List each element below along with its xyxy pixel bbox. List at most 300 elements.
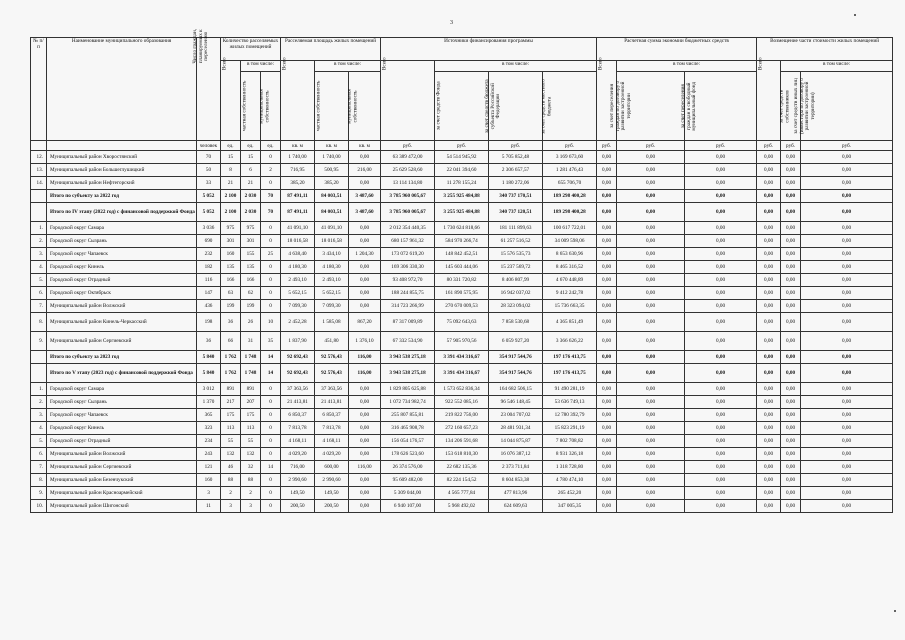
municipality-name: Городской округ Отрадный — [47, 274, 197, 287]
row-number: 5. — [31, 435, 47, 448]
value-cell: 3 255 925 484,88 — [435, 203, 489, 222]
value-cell: 0,00 — [781, 151, 801, 164]
value-cell: 0,00 — [801, 235, 893, 248]
row-number: 6. — [31, 448, 47, 461]
value-cell: 0,00 — [757, 222, 781, 235]
value-cell: 0,00 — [801, 435, 893, 448]
header-refund-group: Возмещение части стоимости жилых помещений — [757, 38, 893, 61]
value-cell: 2 012 354 440,35 — [381, 222, 435, 235]
value-cell: 200,50 — [281, 500, 315, 513]
value-cell: 0,00 — [757, 274, 781, 287]
value-cell: 75 092 643,63 — [435, 313, 489, 332]
value-cell: 6 850,37 — [281, 409, 315, 422]
row-number: 2. — [31, 235, 47, 248]
value-cell: 70 — [261, 190, 281, 203]
value-cell: 21 413,81 — [315, 396, 349, 409]
value-cell: 34 009 598,06 — [543, 235, 597, 248]
value-cell: 5 309 044,00 — [381, 487, 435, 500]
value-cell: 14 — [261, 351, 281, 364]
value-cell: 8 653 630,96 — [543, 248, 597, 261]
value-cell: 0,00 — [617, 364, 685, 383]
table-row — [31, 222, 893, 235]
value-cell: 272 160 657,23 — [435, 422, 489, 435]
value-cell: 1 072 734 982,74 — [381, 396, 435, 409]
value-cell: 116,00 — [349, 461, 381, 474]
header-area-group: Расселяемая площадь жилых помещений — [281, 38, 381, 61]
value-cell: 600,00 — [315, 461, 349, 474]
value-cell: 0,00 — [757, 396, 781, 409]
value-cell: 0,00 — [617, 448, 685, 461]
value-cell: 0,00 — [349, 409, 381, 422]
header-fund: за счет средств Фонда — [435, 72, 489, 141]
value-cell: 4 780 474,10 — [543, 474, 597, 487]
value-cell: 0,00 — [685, 190, 757, 203]
scan-speck — [894, 610, 896, 612]
unit-cell: руб. — [781, 141, 801, 151]
table-row — [31, 435, 893, 448]
value-cell: 61 257 516,52 — [489, 235, 543, 248]
value-cell: 216,00 — [349, 164, 381, 177]
header-area-total: Всего — [281, 61, 315, 141]
value-cell: 0,00 — [801, 203, 893, 222]
value-cell: 63 — [221, 287, 241, 300]
value-cell: 0,00 — [597, 261, 617, 274]
value-cell: 0,00 — [349, 487, 381, 500]
unit-cell: руб. — [435, 141, 489, 151]
table-row — [31, 313, 893, 332]
value-cell: 100 617 722,01 — [543, 222, 597, 235]
value-cell: 15 823 291,19 — [543, 422, 597, 435]
value-cell: 3 036 — [197, 222, 221, 235]
value-cell: 5 652,15 — [281, 287, 315, 300]
value-cell: 0,00 — [597, 422, 617, 435]
value-cell: 11 278 155,24 — [435, 177, 489, 190]
table-row — [31, 474, 893, 487]
value-cell: 116,00 — [349, 351, 381, 364]
value-cell: 5 840 — [197, 364, 221, 383]
value-cell: 0,00 — [617, 261, 685, 274]
value-cell: 0,00 — [617, 351, 685, 364]
value-cell: 3 391 434 316,67 — [435, 364, 489, 383]
value-cell: 7 813,78 — [315, 422, 349, 435]
value-cell: 199 — [221, 300, 241, 313]
header-refund-incl: в том числе: — [781, 61, 893, 72]
value-cell: 63 389 472,00 — [381, 151, 435, 164]
value-cell: 84 003,51 — [315, 203, 349, 222]
header-residents: Число граждан, планируемых к переселению — [197, 38, 221, 141]
value-cell: 160 — [221, 248, 241, 261]
municipality-name: Городской округ Чапаевск — [47, 409, 197, 422]
value-cell: 199 — [241, 300, 261, 313]
value-cell: 166 — [241, 274, 261, 287]
value-cell: 0,00 — [685, 151, 757, 164]
value-cell: 0 — [261, 287, 281, 300]
value-cell: 197 176 413,75 — [543, 364, 597, 383]
value-cell: 3 255 925 484,88 — [435, 190, 489, 203]
header-sources-group: Источники финансирования программы — [381, 38, 597, 61]
value-cell: 14 — [261, 364, 281, 383]
value-cell: 2 030 — [241, 190, 261, 203]
value-cell: 0,00 — [781, 364, 801, 383]
row-number: 5. — [31, 274, 47, 287]
value-cell: 0,00 — [349, 448, 381, 461]
table-row — [31, 422, 893, 435]
value-cell: 3 785 960 005,67 — [381, 203, 435, 222]
value-cell: 265 452,20 — [543, 487, 597, 500]
value-cell: 91 490 281,19 — [543, 383, 597, 396]
value-cell: 4 029,20 — [315, 448, 349, 461]
value-cell: 5 840 — [197, 351, 221, 364]
value-cell: 0,00 — [801, 287, 893, 300]
value-cell: 0,00 — [617, 235, 685, 248]
header-refund-total: Всего — [757, 61, 781, 141]
value-cell: 0,00 — [597, 351, 617, 364]
value-cell: 0,00 — [781, 383, 801, 396]
value-cell: 36 — [221, 313, 241, 332]
value-cell: 0,00 — [801, 190, 893, 203]
value-cell: 5 052 — [197, 203, 221, 222]
value-cell: 500,95 — [315, 164, 349, 177]
value-cell: 134 206 591,68 — [435, 435, 489, 448]
value-cell: 0 — [261, 300, 281, 313]
value-cell: 0,00 — [349, 396, 381, 409]
value-cell: 1 748 — [241, 364, 261, 383]
value-cell: 0,00 — [801, 448, 893, 461]
header-municipality: Наименование муниципального образования — [47, 38, 197, 141]
value-cell: 175 — [241, 409, 261, 422]
table-row — [31, 500, 893, 513]
header-area-private: частная собственность — [315, 72, 349, 141]
value-cell: 0,00 — [597, 364, 617, 383]
header-economy-group: Расчетная сумма экономии бюджетных средств — [597, 38, 757, 61]
value-cell: 54 514 945,92 — [435, 151, 489, 164]
value-cell: 173 072 619,20 — [381, 248, 435, 261]
value-cell: 4 180,30 — [281, 261, 315, 274]
value-cell: 0,00 — [349, 300, 381, 313]
value-cell: 0,00 — [781, 409, 801, 422]
unit-cell-blank — [47, 141, 197, 151]
municipality-name: Итого по V этапу (2023 год) с финансовой поддержкой Фонда — [47, 364, 197, 383]
value-cell: 347 005,35 — [543, 500, 597, 513]
value-cell: 0,00 — [757, 500, 781, 513]
value-cell: 5 968 492,02 — [435, 500, 489, 513]
value-cell: 13 114 134,80 — [381, 177, 435, 190]
unit-cell: руб. — [801, 141, 893, 151]
table-row — [31, 287, 893, 300]
value-cell: 26 — [241, 313, 261, 332]
row-number: 14. — [31, 177, 47, 190]
value-cell: 2 990,60 — [315, 474, 349, 487]
value-cell: 0,00 — [617, 190, 685, 203]
value-cell: 0,00 — [781, 235, 801, 248]
value-cell: 0 — [261, 487, 281, 500]
value-cell: 0,00 — [617, 487, 685, 500]
value-cell: 0,00 — [781, 287, 801, 300]
value-cell: 0 — [261, 383, 281, 396]
value-cell: 0,00 — [685, 487, 757, 500]
value-cell: 92 692,43 — [281, 364, 315, 383]
value-cell: 1 376,10 — [349, 332, 381, 351]
table-row — [31, 487, 893, 500]
value-cell: 3 487,60 — [349, 190, 381, 203]
unit-cell: кв. м — [349, 141, 381, 151]
value-cell: 160 — [197, 474, 221, 487]
value-cell: 451,80 — [315, 332, 349, 351]
value-cell: 87 491,11 — [281, 190, 315, 203]
value-cell: 2 — [261, 164, 281, 177]
row-number: 1. — [31, 383, 47, 396]
header-refund-1: за счет средств собственников — [781, 72, 801, 141]
value-cell: 0,00 — [757, 487, 781, 500]
value-cell: 31 — [241, 332, 261, 351]
value-cell: 0,00 — [781, 203, 801, 222]
table-row — [31, 364, 893, 383]
value-cell: 0,00 — [685, 422, 757, 435]
value-cell: 0,00 — [349, 435, 381, 448]
table-row — [31, 396, 893, 409]
value-cell: 116 — [197, 274, 221, 287]
value-cell: 4 029,20 — [281, 448, 315, 461]
municipality-name: Городской округ Кинель — [47, 422, 197, 435]
value-cell: 0,00 — [757, 332, 781, 351]
unit-cell: ед. — [221, 141, 241, 151]
municipality-name: Муниципальный район Сергиевский — [47, 461, 197, 474]
header-count-private: частная собственность — [241, 72, 261, 141]
value-cell: 10 — [261, 313, 281, 332]
municipality-name: Городской округ Сызрань — [47, 396, 197, 409]
header-refund-2: за счет средств иных лиц (инвестора по договору о развитии застроенной территории) — [801, 72, 893, 141]
header-local: за счет средств местного бюджета — [543, 72, 597, 141]
value-cell: 0,00 — [617, 313, 685, 332]
value-cell: 93 408 972,70 — [381, 274, 435, 287]
value-cell: 156 054 176,57 — [381, 435, 435, 448]
row-number: 13. — [31, 164, 47, 177]
value-cell: 0,00 — [597, 222, 617, 235]
row-number: 7. — [31, 461, 47, 474]
value-cell: 0,00 — [801, 364, 893, 383]
value-cell: 7 099,30 — [281, 300, 315, 313]
value-cell: 0,00 — [597, 190, 617, 203]
value-cell: 385,20 — [315, 177, 349, 190]
value-cell: 55 — [221, 435, 241, 448]
value-cell: 147 — [197, 287, 221, 300]
value-cell: 175 — [221, 409, 241, 422]
value-cell: 22 041 394,60 — [435, 164, 489, 177]
value-cell: 0,00 — [349, 151, 381, 164]
value-cell: 891 — [221, 383, 241, 396]
value-cell: 188 244 855,75 — [381, 287, 435, 300]
value-cell: 53 636 749,13 — [543, 396, 597, 409]
value-cell: 87 491,11 — [281, 203, 315, 222]
value-cell: 55 — [241, 435, 261, 448]
row-number: 4. — [31, 261, 47, 274]
value-cell: 116,00 — [349, 364, 381, 383]
value-cell: 0,00 — [597, 396, 617, 409]
value-cell: 0,00 — [781, 332, 801, 351]
table-row — [31, 203, 893, 222]
unit-cell: ед. — [261, 141, 281, 151]
value-cell: 0,00 — [349, 422, 381, 435]
row-number: 3. — [31, 248, 47, 261]
value-cell: 12 780 392,79 — [543, 409, 597, 422]
header-count-incl: в том числе: — [241, 61, 281, 72]
value-cell: 0,00 — [781, 422, 801, 435]
value-cell: 0,00 — [781, 461, 801, 474]
value-cell: 3 169 673,60 — [543, 151, 597, 164]
value-cell: 0,00 — [781, 435, 801, 448]
header-area-municipal: муниципальная собственность — [349, 72, 381, 141]
value-cell: 0 — [261, 151, 281, 164]
value-cell: 0,00 — [685, 448, 757, 461]
value-cell: 0,00 — [781, 177, 801, 190]
value-cell: 1 837,90 — [281, 332, 315, 351]
value-cell: 32 — [241, 461, 261, 474]
value-cell: 198 — [197, 313, 221, 332]
value-cell: 0,00 — [685, 222, 757, 235]
value-cell: 0 — [261, 274, 281, 287]
row-number: 3. — [31, 409, 47, 422]
value-cell: 0,00 — [801, 274, 893, 287]
table-row — [31, 274, 893, 287]
header-sources-incl: в том числе: — [435, 61, 597, 72]
value-cell: 234 — [197, 435, 221, 448]
value-cell: 0,00 — [349, 474, 381, 487]
value-cell: 113 — [221, 422, 241, 435]
value-cell: 0,00 — [781, 487, 801, 500]
municipality-name: Городской округ Сызрань — [47, 235, 197, 248]
value-cell: 15 237 569,72 — [489, 261, 543, 274]
value-cell: 0,00 — [801, 500, 893, 513]
value-cell: 8 931 326,18 — [543, 448, 597, 461]
value-cell: 0,00 — [685, 364, 757, 383]
value-cell: 0,00 — [597, 313, 617, 332]
value-cell: 217 — [221, 396, 241, 409]
value-cell: 0,00 — [597, 274, 617, 287]
value-cell: 0,00 — [617, 461, 685, 474]
value-cell: 0,00 — [617, 300, 685, 313]
value-cell: 1 370 — [197, 396, 221, 409]
value-cell: 25 — [261, 248, 281, 261]
value-cell: 7 813,78 — [281, 422, 315, 435]
value-cell: 0,00 — [597, 151, 617, 164]
header-regional: за счет средств бюджета субъекта Российской Федерации — [489, 72, 543, 141]
value-cell: 0 — [261, 409, 281, 422]
table-row — [31, 177, 893, 190]
value-cell: 0,00 — [685, 274, 757, 287]
value-cell: 0,00 — [781, 500, 801, 513]
value-cell: 161 890 575,95 — [435, 287, 489, 300]
value-cell: 9 412 242,78 — [543, 287, 597, 300]
value-cell: 7 802 708,82 — [543, 435, 597, 448]
value-cell: 8 604 853,38 — [489, 474, 543, 487]
table-row — [31, 235, 893, 248]
value-cell: 0,00 — [685, 396, 757, 409]
value-cell: 22 682 135,36 — [435, 461, 489, 474]
value-cell: 1 740,00 — [315, 151, 349, 164]
value-cell: 2 100 — [221, 190, 241, 203]
value-cell: 88 — [221, 474, 241, 487]
table-row — [31, 409, 893, 422]
table-row — [31, 248, 893, 261]
value-cell: 0,00 — [801, 248, 893, 261]
value-cell: 92 576,43 — [315, 351, 349, 364]
municipality-name: Итого по субъекту за 2023 год — [47, 351, 197, 364]
value-cell: 25 629 528,60 — [381, 164, 435, 177]
value-cell: 0,00 — [597, 448, 617, 461]
value-cell: 70 — [197, 151, 221, 164]
value-cell: 219 822 756,00 — [435, 409, 489, 422]
value-cell: 14 044 875,87 — [489, 435, 543, 448]
value-cell: 1 585,08 — [315, 313, 349, 332]
value-cell: 0,00 — [617, 177, 685, 190]
value-cell: 33 — [197, 177, 221, 190]
municipality-name: Городской округ Чапаевск — [47, 248, 197, 261]
value-cell: 0,00 — [597, 474, 617, 487]
value-cell: 16 942 037,02 — [489, 287, 543, 300]
value-cell: 2 — [241, 487, 261, 500]
value-cell: 0,00 — [617, 151, 685, 164]
value-cell: 0,00 — [757, 435, 781, 448]
value-cell: 0 — [261, 235, 281, 248]
unit-cell: руб. — [617, 141, 685, 151]
value-cell: 0,00 — [781, 164, 801, 177]
value-cell: 0,00 — [685, 409, 757, 422]
row-number — [31, 364, 47, 383]
value-cell: 716,95 — [281, 164, 315, 177]
value-cell: 0,00 — [349, 261, 381, 274]
value-cell: 0,00 — [597, 164, 617, 177]
value-cell: 301 — [221, 235, 241, 248]
value-cell: 2 452,28 — [281, 313, 315, 332]
page-number: 3 — [450, 20, 453, 26]
municipality-name: Муниципальный район Шигонский — [47, 500, 197, 513]
row-number: 4. — [31, 422, 47, 435]
value-cell: 3 366 626,22 — [543, 332, 597, 351]
unit-cell: руб. — [489, 141, 543, 151]
value-cell: 0,00 — [685, 177, 757, 190]
value-cell: 3 391 434 316,67 — [435, 351, 489, 364]
value-cell: 87 317 009,89 — [381, 313, 435, 332]
scan-speck — [854, 14, 856, 16]
value-cell: 0,00 — [685, 235, 757, 248]
value-cell: 0,00 — [617, 274, 685, 287]
value-cell: 50 — [197, 164, 221, 177]
value-cell: 0,00 — [757, 177, 781, 190]
value-cell: 0,00 — [685, 203, 757, 222]
value-cell: 867,20 — [349, 313, 381, 332]
value-cell: 80 331 720,82 — [435, 274, 489, 287]
municipality-name: Муниципальный район Хворостянский — [47, 151, 197, 164]
municipality-name: Городской округ Кинель — [47, 261, 197, 274]
value-cell: 655 706,70 — [543, 177, 597, 190]
value-cell: 0,00 — [685, 435, 757, 448]
value-cell: 975 — [221, 222, 241, 235]
value-cell: 0,00 — [757, 235, 781, 248]
value-cell: 178 626 523,60 — [381, 448, 435, 461]
value-cell: 0,00 — [617, 500, 685, 513]
value-cell: 0,00 — [757, 422, 781, 435]
value-cell: 37 363,56 — [281, 383, 315, 396]
value-cell: 0,00 — [685, 248, 757, 261]
value-cell: 1 204,30 — [349, 248, 381, 261]
row-number: 7. — [31, 300, 47, 313]
value-cell: 0,00 — [781, 261, 801, 274]
value-cell: 164 682 506,15 — [489, 383, 543, 396]
value-cell: 15 576 535,73 — [489, 248, 543, 261]
value-cell: 0,00 — [801, 409, 893, 422]
header-count-municipal: муниципальная собственность — [261, 72, 281, 141]
value-cell: 0,00 — [597, 487, 617, 500]
